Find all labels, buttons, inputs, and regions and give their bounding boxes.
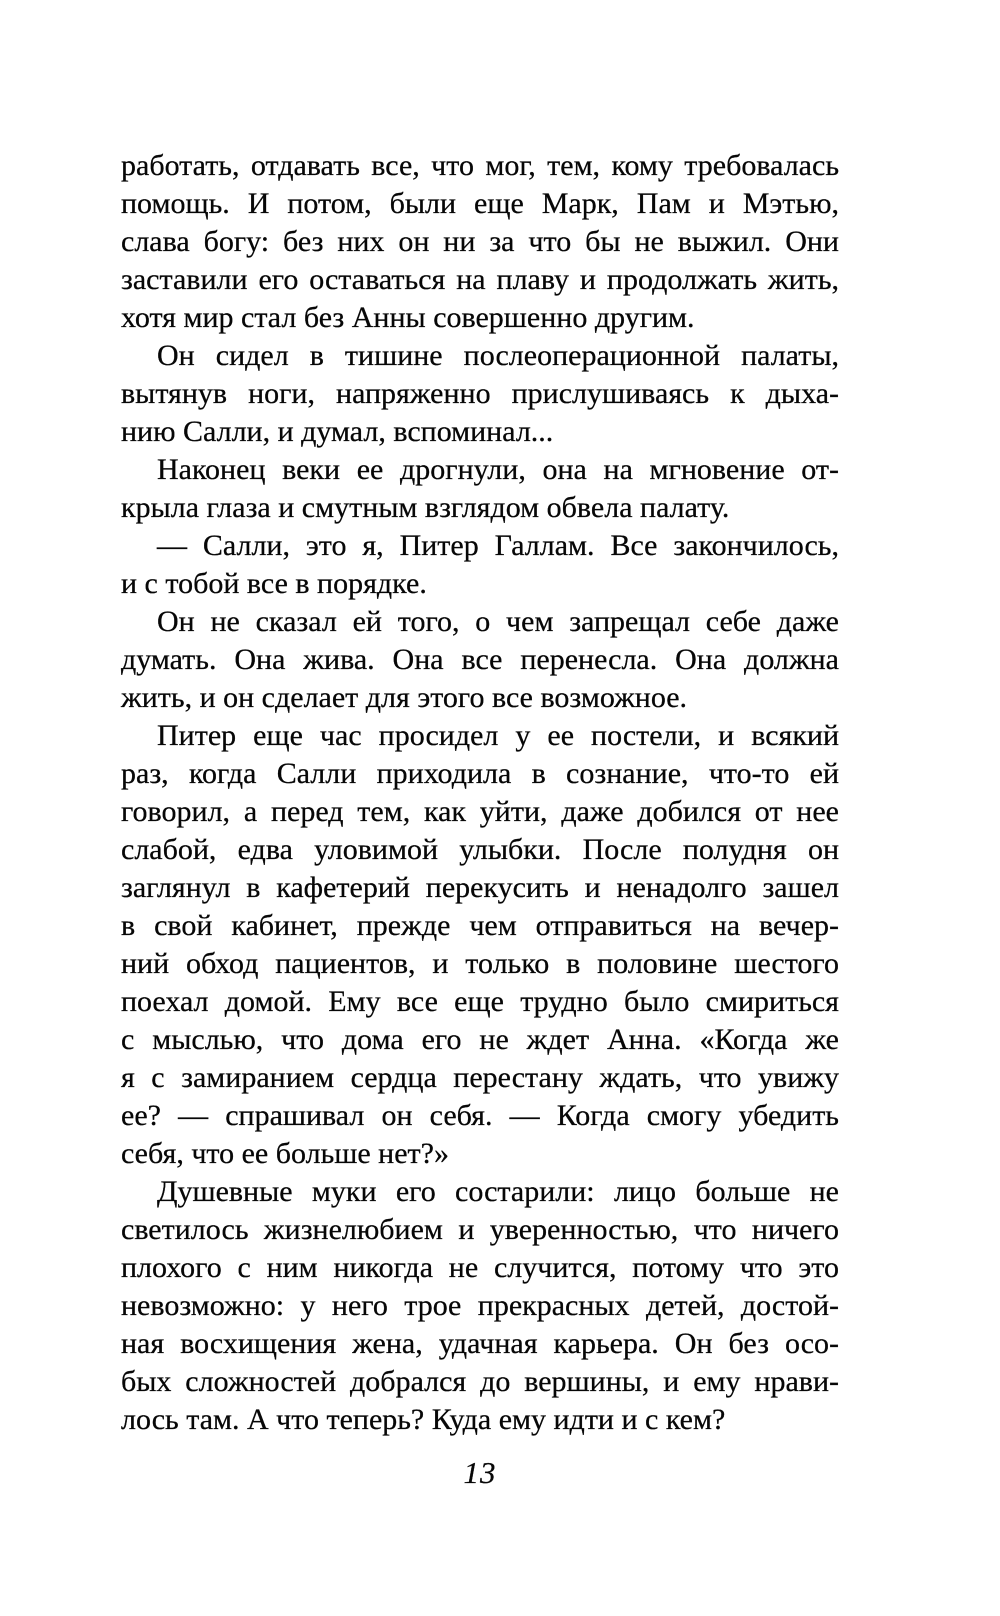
- text-line: Он сидел в тишине послеоперационной палаты,: [157, 339, 839, 372]
- paragraph: [121, 337, 839, 451]
- text-line: Душевные муки его состарили: лицо больше не: [157, 1175, 839, 1208]
- paragraph: [121, 527, 839, 603]
- paragraph: [121, 603, 839, 717]
- text-line: хотя мир стал без Анны совершенно другим.: [121, 301, 695, 334]
- text-line: в свой кабинет, прежде чем отправиться на вечер-: [121, 909, 839, 942]
- text-line: себя, что ее больше нет?»: [121, 1137, 449, 1170]
- text-line: лось там. А что теперь? Куда ему идти и с кем?: [121, 1403, 726, 1436]
- text-line: говорил, а перед тем, как уйти, даже добился от нее: [121, 795, 839, 828]
- text-line: — Салли, это я, Питер Галлам. Все закончилось,: [157, 529, 839, 562]
- text-line: работать, отдавать все, что мог, тем, кому требовалась: [121, 149, 839, 182]
- paragraph: [121, 451, 839, 527]
- text-line: раз, когда Салли приходила в сознание, что-то ей: [121, 757, 839, 790]
- text-line: вытянув ноги, напряженно прислушиваясь к дыха-: [121, 377, 839, 410]
- text-line: светилось жизнелюбием и уверенностью, что ничего: [121, 1213, 839, 1246]
- text-line: заставили его оставаться на плаву и продолжать жить,: [121, 263, 839, 296]
- text-line: поехал домой. Ему все еще трудно было смириться: [121, 985, 839, 1018]
- text-line: слабой, едва уловимой улыбки. После полудня он: [121, 833, 839, 866]
- text-line: невозможно: у него трое прекрасных детей, достой-: [121, 1289, 839, 1322]
- text-line: жить, и он сделает для этого все возможное.: [121, 681, 688, 714]
- page-number: 13: [463, 1455, 497, 1490]
- text-line: с мыслью, что дома его не ждет Анна. «Когда же: [121, 1023, 839, 1056]
- text-line: нию Салли, и думал, вспоминал...: [121, 415, 554, 448]
- text-line: помощь. И потом, были еще Марк, Пам и Мэтью,: [121, 187, 839, 220]
- paragraph: [121, 1173, 839, 1439]
- text-line: Наконец веки ее дрогнули, она на мгновение от-: [157, 453, 839, 486]
- text-line: ний обход пациентов, и только в половине шестого: [121, 947, 839, 980]
- text-line: я с замиранием сердца перестану ждать, что увижу: [121, 1061, 839, 1094]
- text-line: думать. Она жива. Она все перенесла. Она должна: [121, 643, 839, 676]
- text-line: Питер еще час просидел у ее постели, и всякий: [157, 719, 839, 752]
- paragraph: [121, 147, 839, 337]
- text-line: ная восхищения жена, удачная карьера. Он без осо-: [121, 1327, 839, 1360]
- text-line: и с тобой все в порядке.: [121, 567, 427, 600]
- text-line: Он не сказал ей того, о чем запрещал себе даже: [157, 605, 839, 638]
- text-line: заглянул в кафетерий перекусить и ненадолго зашел: [121, 871, 839, 904]
- text-line: бых сложностей добрался до вершины, и ему нрави-: [121, 1365, 839, 1398]
- text-line: плохого с ним никогда не случится, потому что это: [121, 1251, 839, 1284]
- text-line: крыла глаза и смутным взглядом обвела палату.: [121, 491, 730, 524]
- text-line: ее? — спрашивал он себя. — Когда смогу убедить: [121, 1099, 839, 1132]
- text-block: [121, 147, 839, 1492]
- paragraph: [121, 717, 839, 1173]
- text-line: слава богу: без них он ни за что бы не выжил. Они: [121, 225, 839, 258]
